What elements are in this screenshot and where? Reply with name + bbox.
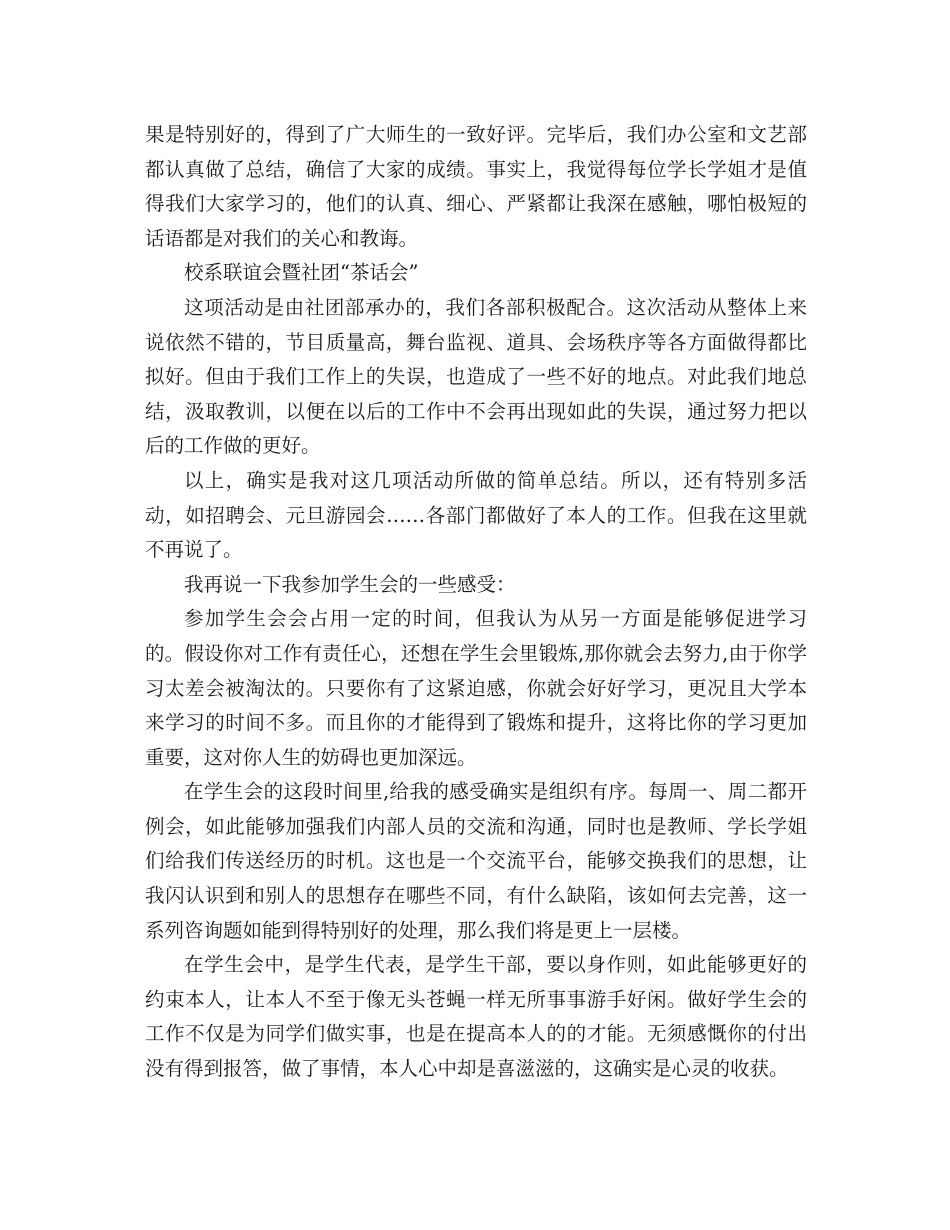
paragraph-organization: 在学生会的这段时间里,给我的感受确实是组织有序。每周一、周二都开例会，如此能够加强我们内部人员的交流和沟通，同时也是教师、学长学姐们给我们传送经历的时机。这也是一个交流平台，能够交换我们的思想，让我闪认识到和别人的思想存在哪些不同，有什么缺陷，该如何去完善，这一系列咨询题如能到得特别好的处理，那么我们将是更上一层楼。 — [145, 780, 807, 942]
paragraph-study-promotion: 参加学生会会占用一定的时间，但我认为从另一方面是能够促进学习的。假设你对工作有责任心，还想在学生会里锻炼,那你就会去努力,由于你学习太差会被淘汰的。只要你有了这紧迫感，你就会好好学习，更况且大学本来学习的时间不多。而且你的才能得到了锻炼和提升，这将比你的学习更加重要，这对你人生的妨碍也更加深远。 — [145, 607, 807, 769]
paragraph-continuation: 果是特别好的，得到了广大师生的一致好评。完毕后，我们办公室和文艺部都认真做了总结，确信了大家的成绩。事实上，我觉得每位学长学姐才是值得我们大家学习的，他们的认真、细心、严紧都让我深在感触，哪怕极短的话语都是对我们的关心和教诲。 — [145, 123, 807, 250]
paragraph-role-model: 在学生会中，是学生代表，是学生干部，要以身作则，如此能够更好的约束本人，让本人不至于像无头苍蝇一样无所事事游手好闲。做好学生会的工作不仅是为同学们做实事，也是在提高本人的的才能。无须感慨你的付出没有得到报答，做了事情，本人心中却是喜滋滋的，这确实是心灵的收获。 — [145, 953, 807, 1081]
paragraph-feelings-intro: 我再说一下我参加学生会的一些感受： — [184, 572, 516, 596]
document-body — [145, 118, 807, 1087]
section-heading-tea-party: 校系联谊会暨社团“茶话会” — [184, 261, 419, 285]
paragraph-summary: 以上，确实是我对这几项活动所做的简单总结。所以，还有特别多活动，如招聘会、元旦游园会……各部门都做好了本人的工作。但我在这里就不再说了。 — [145, 468, 807, 562]
paragraph-tea-party-activity: 这项活动是由社团部承办的，我们各部积极配合。这次活动从整体上来说依然不错的，节目质量高，舞台监视、道具、会场秩序等各方面做得都比拟好。但由于我们工作上的失误，也造成了一些不好的地点。对此我们地总结，汲取教训，以便在以后的工作中不会再出现如此的失误，通过努力把以后的工作做的更好。 — [145, 295, 807, 458]
